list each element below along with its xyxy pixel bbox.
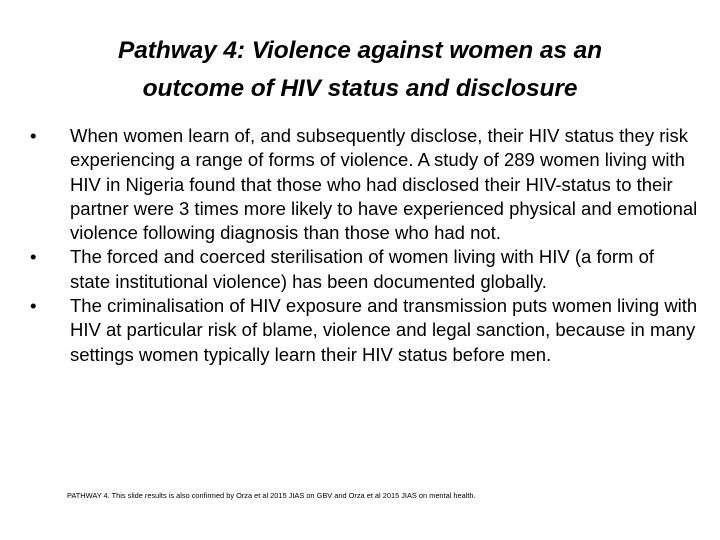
slide-title-line-1: Pathway 4: Violence against women as an bbox=[118, 37, 602, 64]
slide-title-line-2: outcome of HIV status and disclosure bbox=[142, 75, 578, 102]
bullet-text: The criminalisation of HIV exposure and transmission puts women living with HIV at particular risk of blame, violence and legal sanction, because in many settings women typically learn their HIV status before men. bbox=[70, 295, 698, 365]
bullet-item bbox=[30, 294, 698, 367]
bullet-item bbox=[30, 124, 698, 245]
bullet-text: When women learn of, and subsequently disclose, their HIV status they risk experiencing a range of forms of violence. A study of 289 women living with HIV in Nigeria found that those who had disclosed their HIV-status to their partner were 3 times more likely to have experienced physical and emotional violence following diagnosis than those who had not. bbox=[70, 125, 698, 244]
slide-title bbox=[60, 32, 660, 108]
footnote: PATHWAY 4. This slide results is also confirmed by Orza et al 2015 JIAS on GBV and Orza et al 2015 JIAS on mental health. bbox=[67, 491, 476, 500]
bullet-item bbox=[30, 245, 698, 294]
bullet-icon: • bbox=[30, 295, 37, 317]
bullet-text: The forced and coerced sterilisation of women living with HIV (a form of state institutional violence) has been documented globally. bbox=[70, 246, 655, 292]
bullet-icon: • bbox=[30, 246, 37, 268]
bullet-list bbox=[30, 124, 698, 367]
bullet-icon: • bbox=[30, 125, 37, 146]
